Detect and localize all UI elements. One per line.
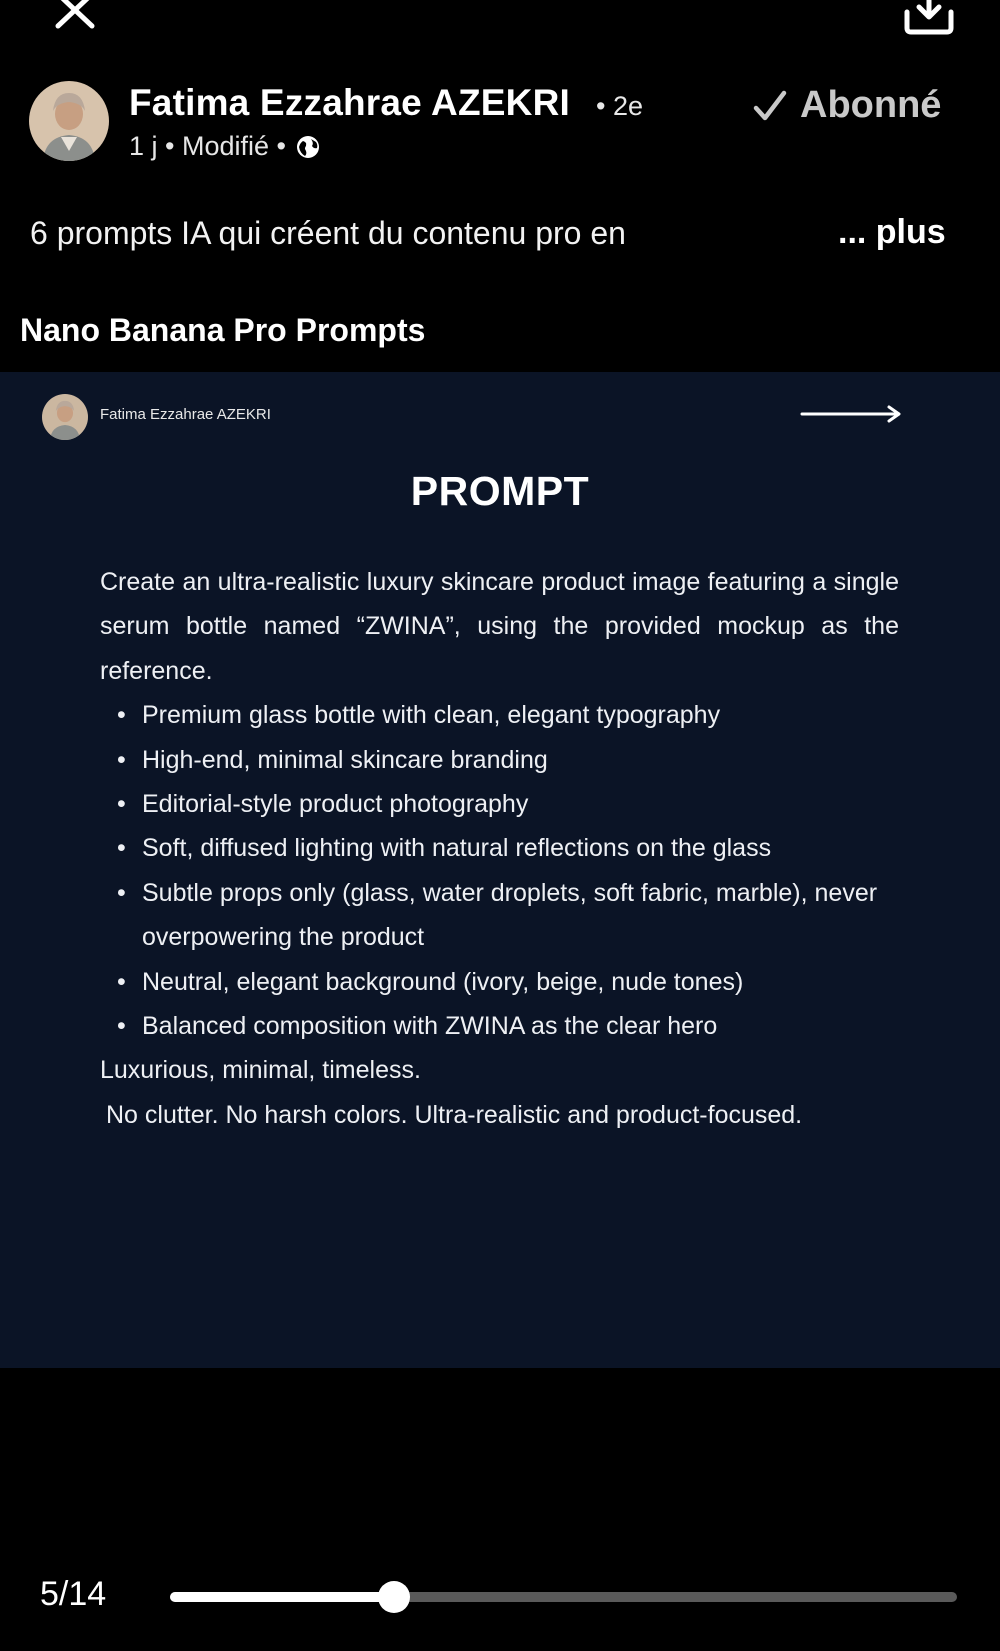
list-item: • Editorial-style product photography — [117, 782, 899, 826]
arrow-right-icon — [800, 404, 904, 424]
slide-body — [100, 560, 899, 1137]
list-item: • Balanced composition with ZWINA as the clear hero — [117, 1004, 899, 1048]
post-meta-text: 1 j • Modifié • — [129, 131, 286, 161]
page-counter: 5/14 — [40, 1575, 107, 1613]
close-button[interactable] — [50, 0, 100, 34]
progress-fill — [170, 1592, 394, 1602]
document-slide[interactable] — [0, 372, 1000, 1368]
globe-icon — [294, 133, 322, 161]
prompt-bullet-list — [100, 693, 899, 1048]
list-item: • High-end, minimal skincare branding — [117, 738, 899, 782]
connection-degree: • 2e — [596, 91, 643, 121]
list-item: • Neutral, elegant background (ivory, beige, nude tones) — [117, 960, 899, 1004]
post-meta — [129, 131, 322, 162]
author-avatar[interactable] — [29, 81, 109, 161]
slide-author-name: Fatima Ezzahrae AZEKRI — [100, 406, 271, 423]
prompt-intro: Create an ultra-realistic luxury skincare product image featuring a single serum bottle named “ZWINA”, using the provided mockup as the reference. — [100, 568, 899, 685]
author-name[interactable]: Fatima Ezzahrae AZEKRI — [129, 82, 570, 123]
see-more-link[interactable]: ... plus — [838, 213, 946, 251]
follow-label: Abonné — [800, 84, 942, 126]
progress-thumb[interactable] — [378, 1581, 410, 1613]
prompt-closing-note: No clutter. No harsh colors. Ultra-realistic and product-focused. — [106, 1100, 803, 1129]
post-caption: 6 prompts IA qui créent du contenu pro en — [30, 215, 626, 251]
close-icon — [50, 0, 100, 34]
list-item: • Soft, diffused lighting with natural reflections on the glass — [117, 826, 899, 870]
download-button[interactable] — [902, 0, 956, 36]
list-item: • Subtle props only (glass, water droplets, soft fabric, marble), never overpowering the product — [117, 871, 899, 960]
page-progress-slider[interactable] — [170, 1592, 957, 1602]
prompt-closing-line: Luxurious, minimal, timeless. — [100, 1056, 421, 1085]
document-title: Nano Banana Pro Prompts — [20, 312, 426, 348]
slide-avatar-portrait — [42, 394, 88, 440]
avatar-portrait — [29, 81, 109, 161]
slide-author-avatar — [42, 394, 88, 440]
download-icon — [902, 0, 956, 36]
slide-heading: PROMPT — [410, 468, 590, 514]
checkmark-icon — [752, 88, 788, 124]
follow-button[interactable] — [752, 84, 941, 127]
list-item: • Premium glass bottle with clean, elegant typography — [117, 693, 899, 737]
